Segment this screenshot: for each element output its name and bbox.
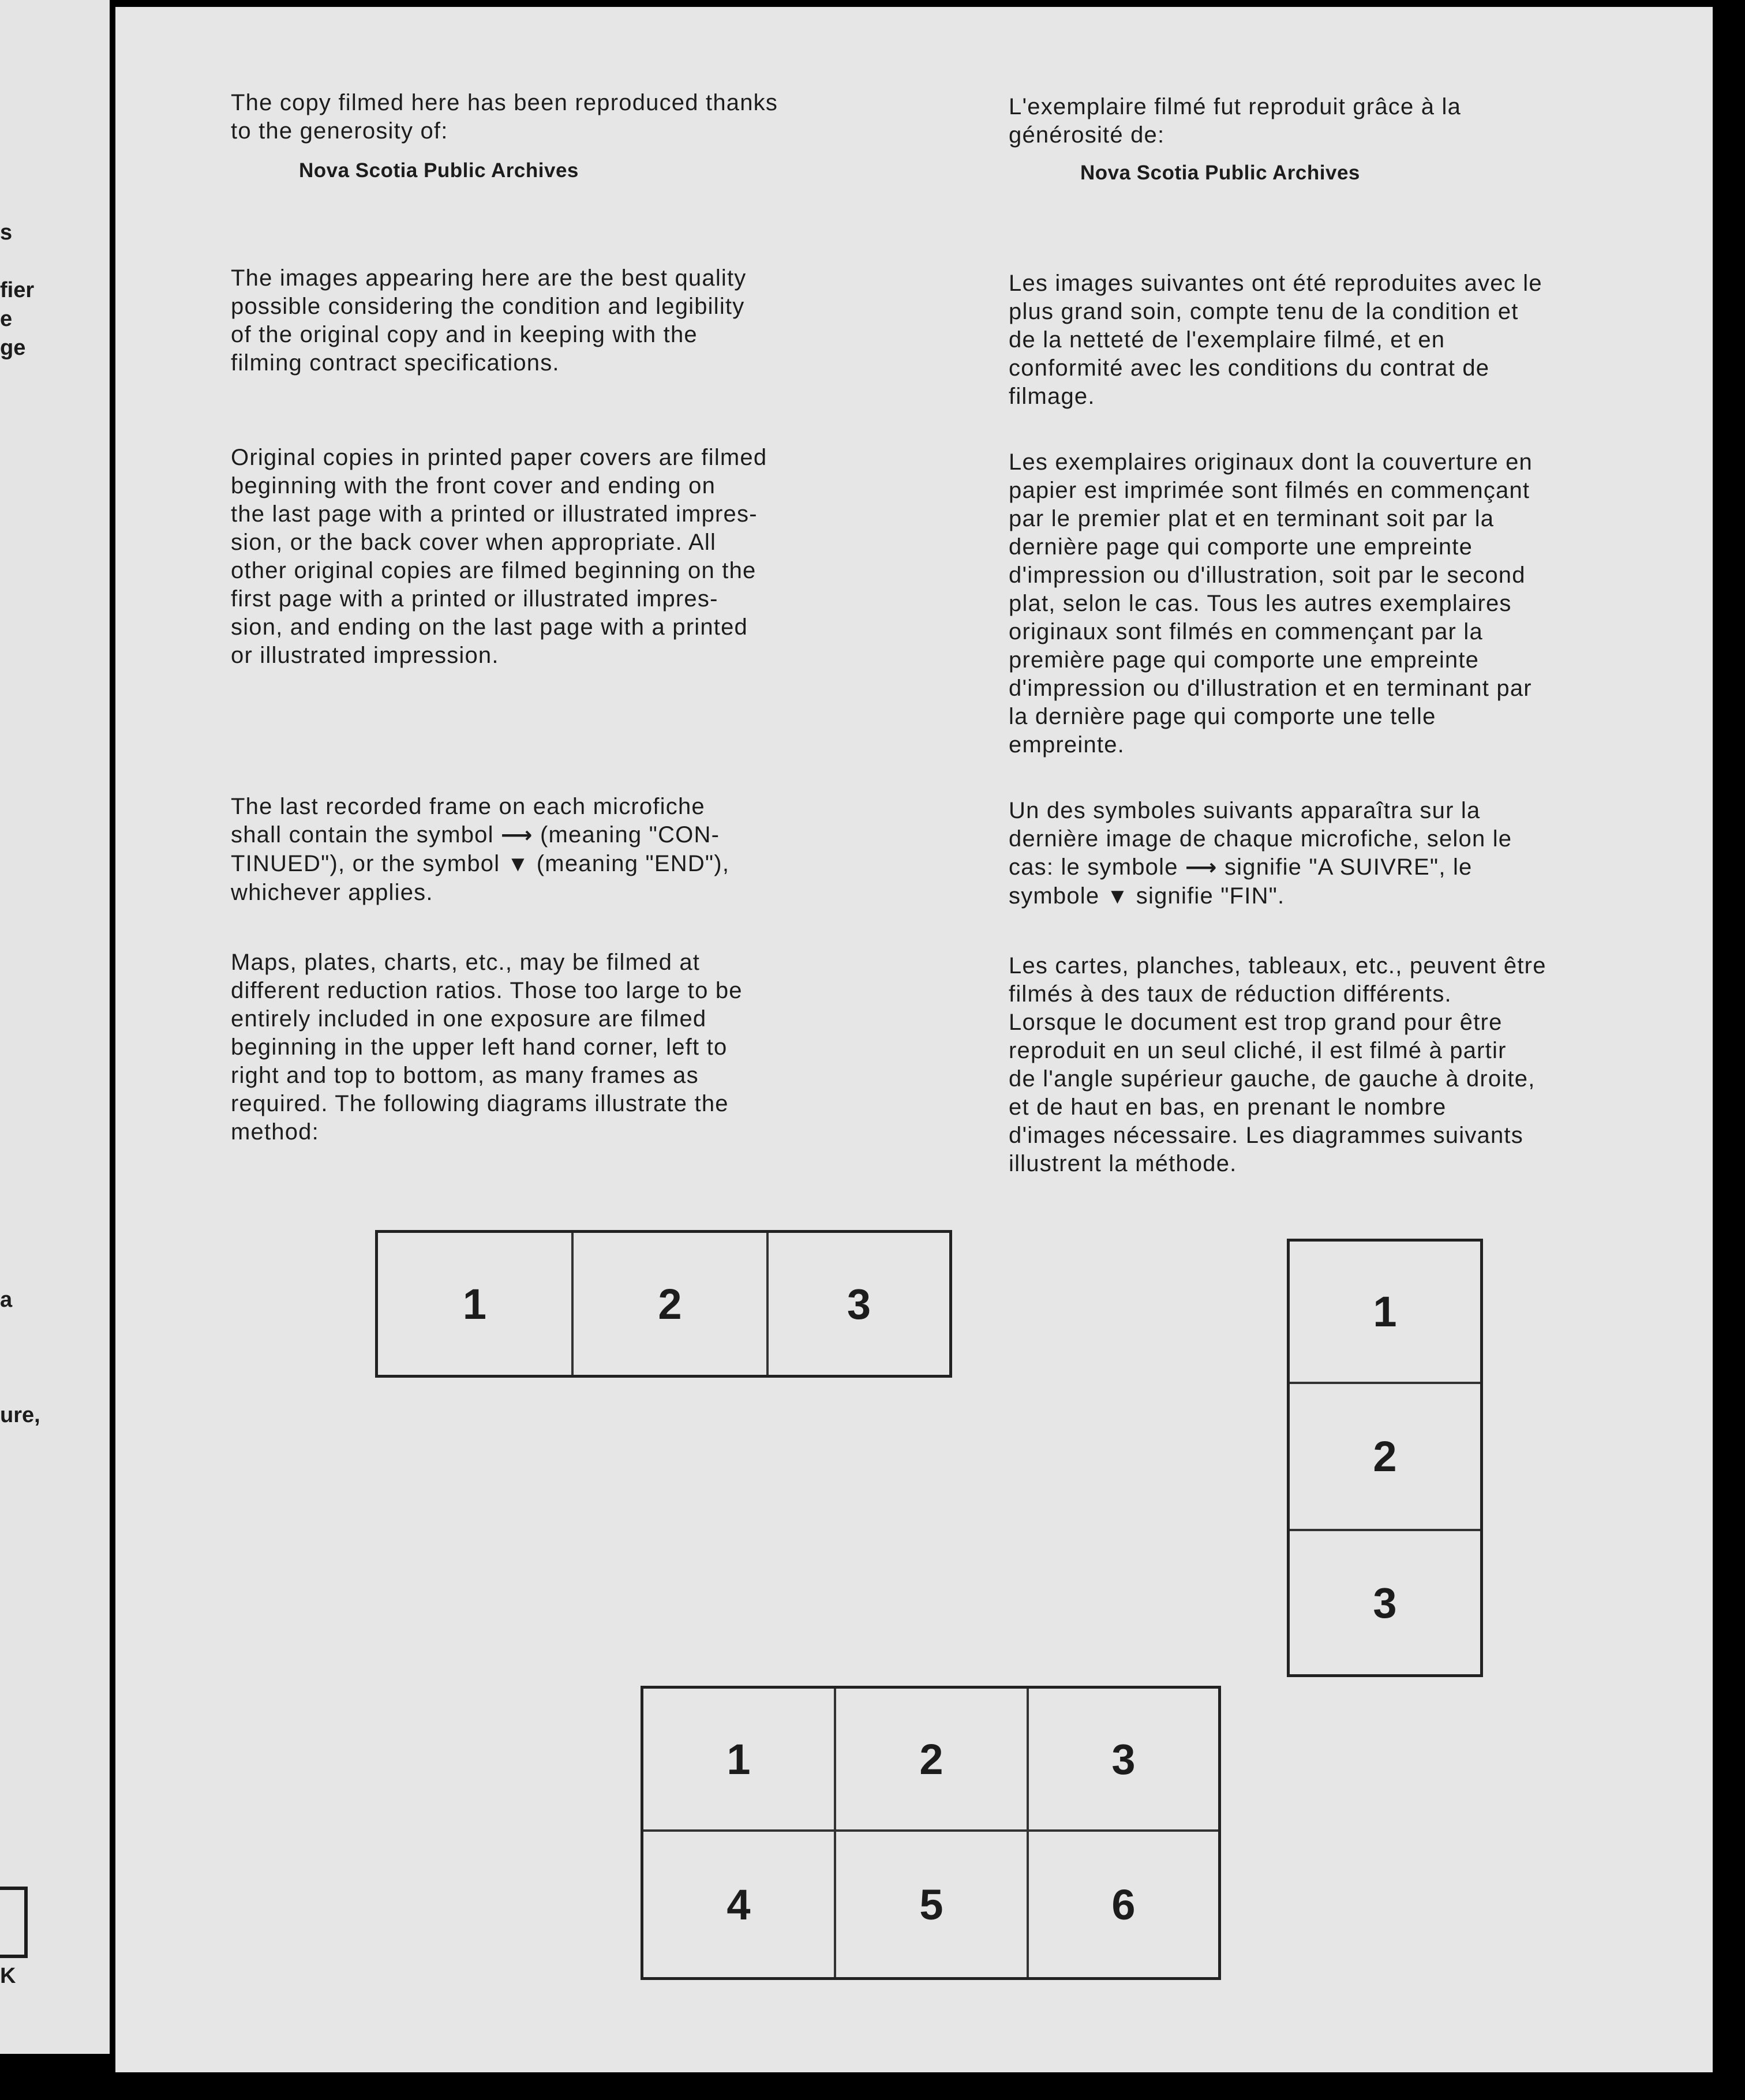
covers-text-fr: Les exemplaires originaux dont la couverture en papier est imprimée sont filmés en commençant par le premier plat et en terminant soit par la dernière page qui comporte une empreinte d'impression ou d'illustration, soit par le second plat, selon le cas. Tous les autres exemplaires originaux sont filmés en commençant par la première page qui comporte une empreinte d'impression ou d'illustration et en terminant par la dernière page qui comporte une telle empreinte. <box>1009 449 1533 757</box>
symbol-text-part: (meaning "END"), whichever applies. <box>231 851 730 905</box>
vertical-frames-diagram <box>1287 1239 1483 1677</box>
quality-paragraph-en <box>231 264 889 377</box>
horizontal-frames-diagram <box>375 1230 952 1378</box>
fragment-text: ge <box>0 336 26 360</box>
frame-cell: 6 <box>1027 1829 1218 1977</box>
quality-paragraph-fr <box>1009 269 1701 411</box>
frame-cell: 2 <box>834 1689 1027 1829</box>
covers-text-en: Original copies in printed paper covers are filmed beginning with the front cover and ending on the last page with a printed or illustrated impres- sion, or the back cover when appropriate. All other original copies are filmed beginning on the first page with a printed or illustrated impres- sion, and ending on the last page with a printed or illustrated impression. <box>231 445 767 668</box>
frame-cell: 4 <box>643 1829 834 1977</box>
credit-intro-fr: L'exemplaire filmé fut reproduit grâce à la générosité de: <box>1009 94 1462 148</box>
continued-arrow-icon: ⟶ <box>1185 856 1218 880</box>
end-triangle-icon: ▼ <box>507 852 530 876</box>
continued-arrow-icon: ⟶ <box>501 823 533 847</box>
symbol-text-part: signifie "A SUIVRE", le symbole <box>1009 854 1473 909</box>
symbol-text-part: Un des symboles suivants apparaîtra sur la dernière image de chaque microfiche, selon le cas: le symbole <box>1009 798 1512 880</box>
symbol-paragraph-fr <box>1009 797 1701 911</box>
frame-cell: 1 <box>727 1735 751 1783</box>
french-credit <box>1009 93 1701 149</box>
frame-cell: 2 <box>571 1233 766 1375</box>
frame-cell: 3 <box>1290 1529 1480 1674</box>
frame-cell: 5 <box>834 1829 1027 1977</box>
fragment-text: K <box>0 1964 16 1988</box>
covers-paragraph-en <box>231 444 889 670</box>
fragment-box <box>0 1887 28 1958</box>
maps-text-fr: Les cartes, planches, tableaux, etc., peuvent être filmés à des taux de réduction différents. Lorsque le document est trop grand pour être reproduit en un seul cliché, il est filmé à partir de l'angle supérieur gauche, de gauche à droite, et de haut en bas, en prenant le nombre d'images nécessaire. Les diagrammes suivants illustrent la méthode. <box>1009 953 1546 1176</box>
fragment-text: s <box>0 220 13 245</box>
fragment-text: ure, <box>0 1403 40 1427</box>
frame-cell: 3 <box>766 1233 949 1375</box>
frame-cell: 1 <box>462 1280 487 1328</box>
symbol-text-part: The last recorded frame on each microfiche shall contain the symbol <box>231 794 705 847</box>
frame-cell: 1 <box>1373 1288 1397 1336</box>
credit-intro-en: The copy filmed here has been reproduced thanks to the generosity of: <box>231 90 778 144</box>
institution-name-en: Nova Scotia Public Archives <box>299 159 579 182</box>
institution-name-fr: Nova Scotia Public Archives <box>1080 162 1360 184</box>
frame-cell: 3 <box>1027 1689 1218 1829</box>
quality-text-en: The images appearing here are the best quality possible considering the condition and legibility of the original copy and in keeping with the filming contract specifications. <box>231 265 747 376</box>
symbol-text-en <box>231 793 889 907</box>
grid-frames-diagram <box>641 1686 1221 1980</box>
filming-notice-page <box>115 7 1713 2072</box>
fragment-text: fier <box>0 278 35 302</box>
adjacent-page-fragment <box>0 0 110 2054</box>
maps-paragraph-fr <box>1009 952 1701 1178</box>
english-credit <box>231 89 889 145</box>
maps-paragraph-en <box>231 948 889 1146</box>
maps-text-en: Maps, plates, charts, etc., may be filmed at different reduction ratios. Those too large to be entirely included in one exposure are filmed beginning in the upper left hand corner, left to right and top to bottom, as many frames as required. The following diagrams illustrate the method: <box>231 950 743 1145</box>
symbol-text-part: (meaning "CON- TINUED"), or the symbol <box>231 822 720 876</box>
end-triangle-icon: ▼ <box>1106 884 1129 909</box>
covers-paragraph-fr <box>1009 448 1701 759</box>
symbol-text-part: signifie "FIN". <box>1129 883 1285 909</box>
fragment-text: e <box>0 307 13 331</box>
fragment-text: a <box>0 1288 13 1312</box>
quality-text-fr: Les images suivantes ont été reproduites avec le plus grand soin, compte tenu de la condition et de la netteté de l'exemplaire filmé, et en conformité avec les conditions du contrat de filmage. <box>1009 271 1542 409</box>
symbol-text-fr <box>1009 797 1701 911</box>
frame-cell: 2 <box>1290 1382 1480 1529</box>
symbol-paragraph-en <box>231 793 889 907</box>
